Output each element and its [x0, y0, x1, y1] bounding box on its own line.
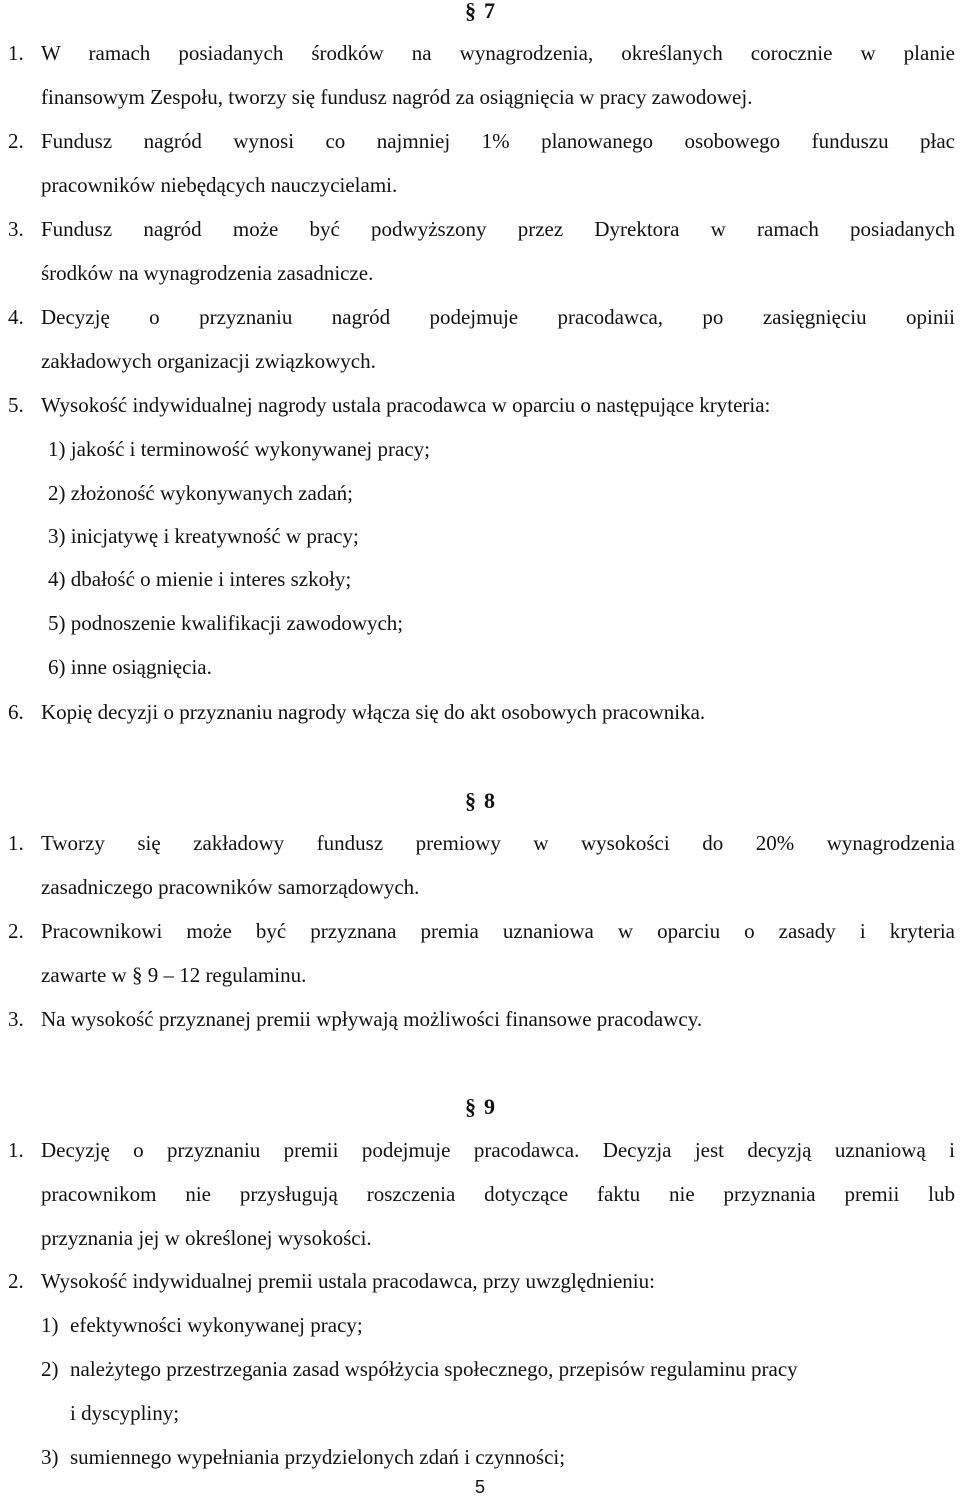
- section-symbol: §: [465, 0, 476, 23]
- item-text: Pracownikowi może być przyznana premia uznaniowa w oparciu o zasady i kryteria: [41, 919, 955, 943]
- criteria-text: należytego przestrzegania zasad współżycia społecznego, przepisów regulaminu pracy: [70, 1357, 798, 1381]
- criteria-text: sumiennego wypełniania przydzielonych zdań i czynności;: [70, 1445, 566, 1469]
- section-symbol: §: [465, 788, 476, 813]
- item-text: Wysokość indywidualnej nagrody ustala pracodawca w oparciu o następujące kryteria:: [41, 393, 771, 417]
- section-number: 8: [484, 788, 495, 813]
- criteria-text: efektywności wykonywanej pracy;: [70, 1313, 363, 1337]
- item-number: 1.: [8, 41, 24, 65]
- item-number: 1.: [8, 1138, 24, 1162]
- section-number: 9: [484, 1094, 495, 1119]
- section-symbol: §: [465, 1094, 476, 1119]
- criteria-text: 1) jakość i terminowość wykonywanej pracy;: [48, 437, 430, 461]
- criteria-text: 2) złożoność wykonywanych zadań;: [48, 481, 353, 505]
- item-number: 3.: [8, 217, 24, 241]
- item-text: Decyzję o przyznaniu nagród podejmuje pracodawca, po zasięgnięciu opinii: [41, 305, 955, 329]
- item-text: Decyzję o przyznaniu premii podejmuje pracodawca. Decyzja jest decyzją uznaniową i: [41, 1138, 955, 1162]
- item-number: 1.: [8, 831, 24, 855]
- item-text: Fundusz nagród wynosi co najmniej 1% planowanego osobowego funduszu płac: [41, 129, 955, 153]
- item-number: 3.: [8, 1007, 24, 1031]
- item-number: 5.: [8, 393, 24, 417]
- item-text-cont: zasadniczego pracowników samorządowych.: [41, 875, 420, 899]
- item-number: 2.: [8, 129, 24, 153]
- item-text-cont: pracownikom nie przysługują roszczenia dotyczące faktu nie przyznania premii lub: [41, 1182, 955, 1206]
- criteria-number: 3): [41, 1445, 59, 1469]
- item-number: 2.: [8, 919, 24, 943]
- page-number: 5: [474, 1477, 485, 1497]
- section-number: 7: [484, 0, 495, 23]
- criteria-number: 2): [41, 1357, 59, 1381]
- criteria-text: 3) inicjatywę i kreatywność w pracy;: [48, 524, 359, 548]
- item-text: Kopię decyzji o przyznaniu nagrody włącza się do akt osobowych pracownika.: [41, 700, 706, 724]
- item-text: Na wysokość przyznanej premii wpływają możliwości finansowe pracodawcy.: [41, 1007, 703, 1031]
- item-text-cont: finansowym Zespołu, tworzy się fundusz nagród za osiągnięcia w pracy zawodowej.: [41, 85, 753, 109]
- criteria-text: 4) dbałość o mienie i interes szkoły;: [48, 567, 352, 591]
- item-number: 2.: [8, 1269, 24, 1293]
- item-text: Wysokość indywidualnej premii ustala pracodawca, przy uwzględnieniu:: [41, 1269, 655, 1293]
- section-heading-9: [0, 1094, 960, 1120]
- criteria-number: 1): [41, 1313, 59, 1337]
- item-text-cont: przyznania jej w określonej wysokości.: [41, 1226, 372, 1250]
- item-number: 6.: [8, 700, 24, 724]
- section-heading-7: [0, 0, 960, 24]
- item-text-cont: zakładowych organizacji związkowych.: [41, 349, 376, 373]
- item-text-cont: środków na wynagrodzenia zasadnicze.: [41, 261, 374, 285]
- criteria-text: 6) inne osiągnięcia.: [48, 655, 212, 679]
- item-text: W ramach posiadanych środków na wynagrodzenia, określanych corocznie w planie: [41, 41, 955, 65]
- criteria-text: 5) podnoszenie kwalifikacji zawodowych;: [48, 611, 404, 635]
- item-text-cont: pracowników niebędących nauczycielami.: [41, 173, 398, 197]
- item-number: 4.: [8, 305, 24, 329]
- section-heading-8: [0, 788, 960, 814]
- criteria-text-cont: i dyscypliny;: [70, 1401, 180, 1425]
- item-text-cont: zawarte w § 9 – 12 regulaminu.: [41, 963, 307, 987]
- item-text: Tworzy się zakładowy fundusz premiowy w wysokości do 20% wynagrodzenia: [41, 831, 955, 855]
- item-text: Fundusz nagród może być podwyższony przez Dyrektora w ramach posiadanych: [41, 217, 955, 241]
